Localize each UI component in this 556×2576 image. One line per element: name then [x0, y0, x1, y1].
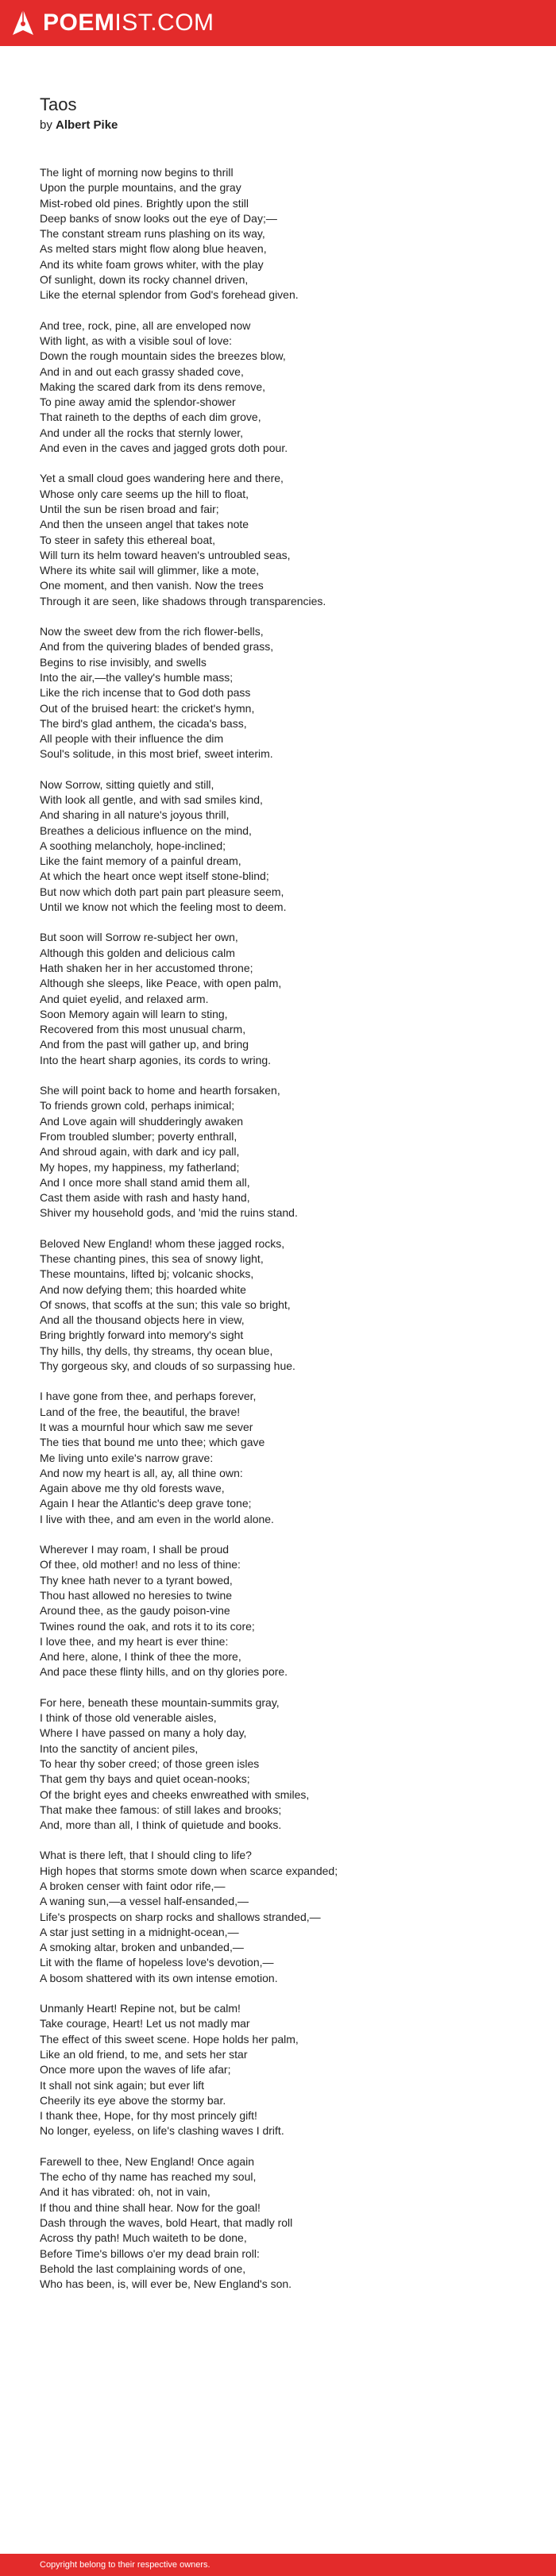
stanza	[40, 318, 556, 457]
poem-line: Thy knee hath never to a tyrant bowed,	[40, 1573, 233, 1587]
poem-line: With light, as with a visible soul of love:	[40, 334, 232, 347]
poem-line: Thy hills, thy dells, thy streams, thy ocean blue,	[40, 1344, 273, 1357]
poem-line: Life's prospects on sharp rocks and shallows stranded,—	[40, 1910, 321, 1923]
poem-line: Whose only care seems up the hill to float,	[40, 487, 249, 500]
poem-line: Of the bright eyes and cheeks enwreathed with smiles,	[40, 1787, 310, 1801]
poem-line: Upon the purple mountains, and the gray	[40, 181, 241, 195]
logo-text-strong: POEM	[43, 10, 115, 36]
poem-line: A waning sun,—a vessel half-ensanded,—	[40, 1895, 249, 1908]
site-logo[interactable]	[43, 11, 214, 35]
poem-line: Again above me thy old forests wave,	[40, 1482, 225, 1495]
poem-line: Into the air,—the valley's humble mass;	[40, 670, 234, 684]
poem-line: Although she sleeps, like Peace, with open palm,	[40, 977, 282, 990]
poem-line: And under all the rocks that sternly lower,	[40, 426, 244, 439]
poem-line: Around thee, as the gaudy poison-vine	[40, 1604, 230, 1618]
poem-line: Twines round the oak, and rots it to its core;	[40, 1619, 255, 1633]
poem-line: For here, beneath these mountain-summits gray,	[40, 1695, 280, 1709]
poem-line: Shiver my household gods, and 'mid the ruins stand.	[40, 1206, 298, 1220]
poem-line: Like an old friend, to me, and sets her star	[40, 2047, 248, 2061]
stanza	[40, 2001, 556, 2139]
poem-line: Yet a small cloud goes wandering here and there,	[40, 472, 284, 485]
poem-body	[40, 165, 556, 2292]
poem-content	[0, 46, 556, 2292]
poem-line: The effect of this sweet scene. Hope holds her palm,	[40, 2032, 299, 2046]
poem-line: Who has been, is, will ever be, New England's son.	[40, 2277, 292, 2291]
poem-line: Bring brightly forward into memory's sight	[40, 1328, 244, 1342]
poem-line: And from the quivering blades of bended grass,	[40, 640, 274, 654]
poem-line: Of snows, that scoffs at the sun; this vale so bright,	[40, 1298, 291, 1311]
poem-line: And its white foam grows whiter, with the play	[40, 257, 264, 271]
poem-line: Recovered from this most unusual charm,	[40, 1023, 246, 1036]
stanza	[40, 624, 556, 762]
poem-line: Where its white sail will glimmer, like a mote,	[40, 564, 260, 577]
poem-line: And quiet eyelid, and relaxed arm.	[40, 992, 209, 1005]
poem-line: To friends grown cold, perhaps inimical;	[40, 1099, 235, 1113]
poem-line: Until we know not which the feeling most to deem.	[40, 900, 287, 914]
stanza	[40, 1542, 556, 1680]
poem-line: And now my heart is all, ay, all thine own:	[40, 1466, 243, 1479]
poem-line: Lit with the flame of hopeless love's devotion,—	[40, 1956, 274, 1969]
poem-line: I have gone from thee, and perhaps forever,	[40, 1390, 257, 1403]
poem-line: A smoking altar, broken and unbanded,—	[40, 1941, 244, 1954]
poem-line: A soothing melancholy, hope-inclined;	[40, 839, 226, 852]
poem-line: Land of the free, the beautiful, the brave!	[40, 1405, 241, 1418]
poem-line: If thou and thine shall hear. Now for the goal!	[40, 2200, 261, 2214]
site-footer	[0, 2554, 556, 2576]
poem-line: A star just setting in a midnight-ocean,—	[40, 1925, 239, 1938]
poem-line: I think of those old venerable aisles,	[40, 1711, 217, 1725]
poem-line: Thy gorgeous sky, and clouds of so surpassing hue.	[40, 1359, 295, 1373]
poem-line: Down the rough mountain sides the breezes blow,	[40, 349, 286, 363]
poem-line: Now the sweet dew from the rich flower-bells,	[40, 625, 264, 638]
poem-line: But now which doth part pain part pleasure seem,	[40, 885, 284, 898]
poem-line: Now Sorrow, sitting quietly and still,	[40, 777, 214, 791]
poem-line: Like the eternal splendor from God's forehead given.	[40, 288, 299, 302]
poem-line: What is there left, that I should cling to life?	[40, 1849, 252, 1862]
poem-line: And it has vibrated: oh, not in vain,	[40, 2185, 210, 2199]
poem-line: Once more upon the waves of life afar;	[40, 2063, 231, 2077]
poem-line: That make thee famous: of still lakes and brooks;	[40, 1803, 282, 1816]
stanza	[40, 1695, 556, 1834]
stanza	[40, 2154, 556, 2293]
poem-line: Farewell to thee, New England! Once again	[40, 2154, 255, 2168]
poem-line: Across thy path! Much waiteth to be done,	[40, 2231, 247, 2245]
poem-line: Beloved New England! whom these jagged rocks,	[40, 1236, 285, 1250]
poem-line: No longer, eyeless, on life's clashing waves I drift.	[40, 2124, 284, 2138]
poem-line: Will turn its helm toward heaven's untroubled seas,	[40, 548, 291, 561]
poem-line: And in and out each grassy shaded cove,	[40, 364, 244, 378]
poem-line: Out of the bruised heart: the cricket's hymn,	[40, 701, 255, 715]
poem-line: That gem thy bays and quiet ocean-nooks;	[40, 1772, 250, 1786]
poem-line: The ties that bound me unto thee; which gave	[40, 1436, 265, 1449]
poem-line: At which the heart once wept itself stone-blind;	[40, 870, 269, 883]
poem-line: My hopes, my happiness, my fatherland;	[40, 1160, 240, 1174]
author-link[interactable]: Albert Pike	[56, 118, 118, 132]
poem-line: Me living unto exile's narrow grave:	[40, 1451, 214, 1464]
poem-line: Again I hear the Atlantic's deep grave tone;	[40, 1497, 252, 1510]
poem-line: And all the thousand objects here in view,	[40, 1313, 245, 1327]
poem-line: As melted stars might flow along blue heaven,	[40, 242, 267, 256]
poem-line: Until the sun be risen broad and fair;	[40, 502, 219, 515]
poem-line: Like the faint memory of a painful dream,	[40, 854, 241, 868]
poem-line: From troubled slumber; poverty enthrall,	[40, 1129, 237, 1143]
stanza	[40, 777, 556, 916]
poem-line: I live with thee, and am even in the world alone.	[40, 1512, 274, 1525]
poem-line: And, more than all, I think of quietude and books.	[40, 1818, 282, 1832]
poem-line: Although this golden and delicious calm	[40, 946, 235, 959]
poem-line: And shroud again, with dark and icy pall,	[40, 1145, 240, 1159]
stanza	[40, 1083, 556, 1221]
poem-line: And then the unseen angel that takes note	[40, 518, 249, 531]
poem-title: Taos	[40, 94, 77, 114]
poem-line: These chanting pines, this sea of snowy light,	[40, 1252, 264, 1265]
poem-line: Of sunlight, down its rocky channel driven,	[40, 273, 249, 287]
poem-line: Hath shaken her in her accustomed throne;	[40, 961, 253, 974]
poem-line: Take courage, Heart! Let us not madly mar	[40, 2017, 250, 2030]
poem-line: She will point back to home and hearth forsaken,	[40, 1084, 280, 1097]
poem-line: Into the sanctity of ancient piles,	[40, 1741, 199, 1755]
logo-text-light: IST.COM	[114, 10, 214, 36]
poem-line: Dash through the waves, bold Heart, that madly roll	[40, 2215, 293, 2229]
poem-line: One moment, and then vanish. Now the trees	[40, 579, 264, 592]
poem-line: But soon will Sorrow re-subject her own,	[40, 931, 238, 944]
poem-line: Mist-robed old pines. Brightly upon the still	[40, 196, 249, 210]
poem-line: It was a mournful hour which saw me sever	[40, 1420, 253, 1433]
poem-line: And now defying them; this hoarded white	[40, 1282, 246, 1296]
site-header	[0, 0, 556, 46]
poem-line: To hear thy sober creed; of those green isles	[40, 1757, 260, 1770]
stanza	[40, 1848, 556, 1986]
poem-line: And Love again will shudderingly awaken	[40, 1114, 244, 1128]
poem-line: It shall not sink again; but ever lift	[40, 2078, 204, 2092]
poem-line: Cheerily its eye above the stormy bar.	[40, 2093, 226, 2107]
poem-line: Unmanly Heart! Repine not, but be calm!	[40, 2002, 241, 2015]
poem-line: Before Time's billows o'er my dead brain roll:	[40, 2246, 260, 2260]
poem-byline	[40, 118, 556, 133]
byline-prefix: by	[40, 118, 52, 132]
poem-line: And even in the caves and jagged grots doth pour.	[40, 442, 288, 455]
poem-line: Wherever I may roam, I shall be proud	[40, 1543, 230, 1556]
poem-line: And sharing in all nature's joyous thrill,	[40, 808, 230, 822]
poem-line: And pace these flinty hills, and on thy glories pore.	[40, 1665, 288, 1679]
poem-line: And from the past will gather up, and bring	[40, 1038, 249, 1051]
poem-line: Thou hast allowed no heresies to twine	[40, 1588, 233, 1602]
poem-line: Soon Memory again will learn to sting,	[40, 1007, 228, 1020]
stanza	[40, 471, 556, 609]
stanza	[40, 930, 556, 1068]
poem-line: These mountains, lifted bj; volcanic shocks,	[40, 1267, 254, 1281]
poem-line: Making the scared dark from its dens remove,	[40, 380, 266, 393]
poem-line: Deep banks of snow looks out the eye of Day;—	[40, 211, 277, 225]
poem-line: With look all gentle, and with sad smiles kind,	[40, 792, 263, 806]
poem-line: And here, alone, I think of thee the more,	[40, 1650, 241, 1664]
poem-line: A broken censer with faint odor rife,—	[40, 1879, 226, 1892]
poem-line: To pine away amid the splendor-shower	[40, 395, 236, 409]
poem-line: All people with their influence the dim	[40, 732, 224, 746]
poem-line: Where I have passed on many a holy day,	[40, 1726, 247, 1740]
poem-line: The echo of thy name has reached my soul,	[40, 2170, 257, 2184]
poem-line: Breathes a delicious influence on the mind,	[40, 823, 252, 837]
poem-line: To steer in safety this ethereal boat,	[40, 533, 216, 546]
stanza	[40, 165, 556, 303]
stanza	[40, 1389, 556, 1527]
poem-line: That raineth to the depths of each dim grove,	[40, 411, 261, 424]
poem-line: And tree, rock, pine, all are enveloped now	[40, 318, 251, 332]
poem-line: Of thee, old mother! and no less of thine:	[40, 1558, 241, 1571]
copyright-notice: Copyright belong to their respective owners.	[40, 2560, 210, 2570]
poem-line: The light of morning now begins to thrill	[40, 166, 234, 179]
poem-line: High hopes that storms smote down when scarce expanded;	[40, 1864, 338, 1877]
poem-line: The bird's glad anthem, the cicada's bass,	[40, 716, 247, 730]
poem-line: Cast them aside with rash and hasty hand,	[40, 1191, 250, 1205]
stanza	[40, 1236, 556, 1375]
poem-line: I thank thee, Hope, for thy most princely gift!	[40, 2109, 257, 2123]
poem-line: I love thee, and my heart is ever thine:	[40, 1634, 229, 1648]
poem-line: Into the heart sharp agonies, its cords to wring.	[40, 1053, 272, 1066]
poem-line: Behold the last complaining words of one,	[40, 2262, 246, 2275]
poem-line: Like the rich incense that to God doth pass	[40, 686, 251, 700]
poem-line: Soul's solitude, in this most brief, sweet interim.	[40, 747, 273, 761]
poem-line: Begins to rise invisibly, and swells	[40, 655, 207, 669]
poem-line: The constant stream runs plashing on its way,	[40, 227, 265, 241]
poem-line: Through it are seen, like shadows through transparencies.	[40, 594, 326, 607]
poem-line: A bosom shattered with its own intense emotion.	[40, 1971, 278, 1984]
poem-line: And I once more shall stand amid them all,	[40, 1175, 250, 1189]
fountain-pen-nib-icon[interactable]	[11, 9, 35, 37]
